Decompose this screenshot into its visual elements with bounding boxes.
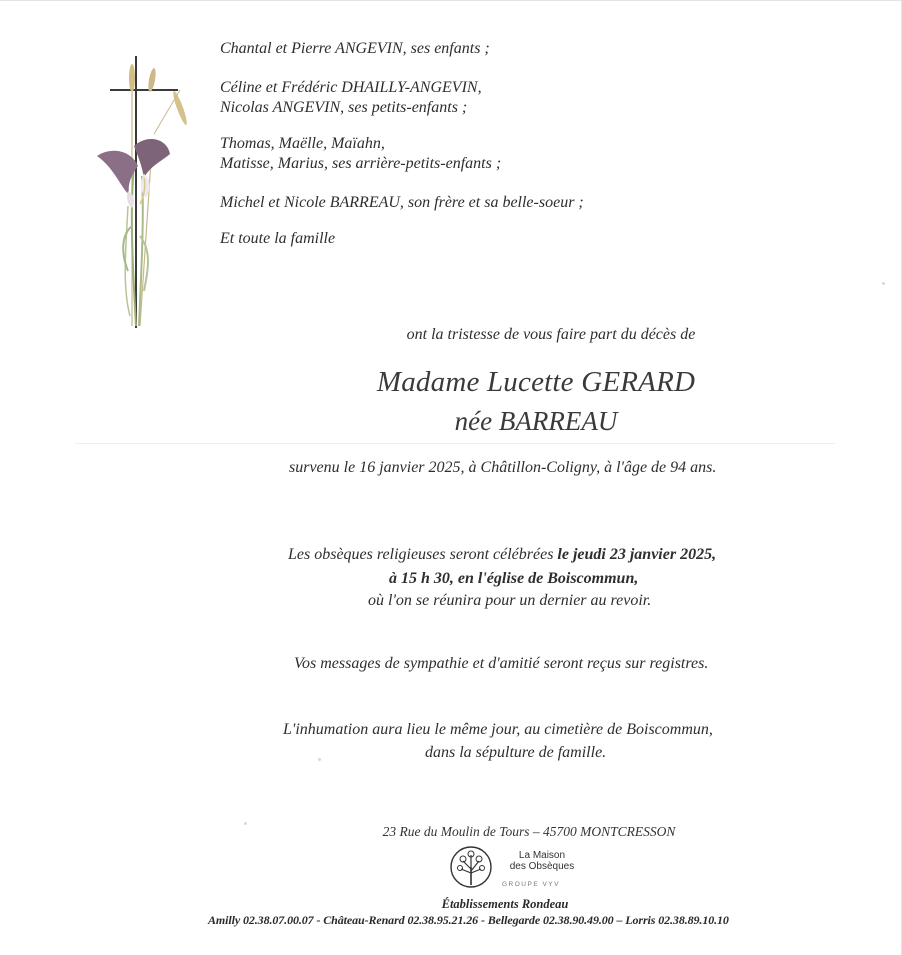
deceased-name: Madame Lucette GERARD [376, 366, 696, 398]
funeral-time-place: à 15 h 30, en l'église de Boiscommun, [389, 570, 639, 587]
logo-label [507, 850, 577, 872]
funeral-line-3: où l'on se réunira pour un dernier au revoir. [368, 592, 652, 609]
tree-logo-icon [449, 845, 497, 893]
speck [318, 758, 321, 761]
separator-line [75, 443, 835, 444]
family-line-great-grandchildren-2: Matisse, Marius, ses arrière-petits-enfants ; [220, 155, 502, 172]
burial-line-2: dans la sépulture de famille. [425, 744, 607, 761]
family-line-siblings: Michel et Nicole BARREAU, son frère et sa belle-soeur ; [220, 194, 584, 211]
phone-numbers: Amilly 02.38.07.00.07 - Château-Renard 02.38.95.21.26 - Bellegarde 02.38.90.49.00 – Lorris 02.38.89.10.10 [208, 913, 729, 927]
establishment-name: Établissements Rondeau [441, 897, 569, 911]
cross-lily-illustration [92, 56, 192, 331]
logo-group-label: GROUPE VYV [502, 881, 560, 888]
family-line-grandchildren-1: Céline et Frédéric DHAILLY-ANGEVIN, [220, 79, 482, 96]
family-line-great-grandchildren-1: Thomas, Maëlle, Maïahn, [220, 135, 385, 152]
logo-line-2: des Obsèques [509, 861, 575, 872]
deceased-maiden-name: née BARREAU [454, 406, 618, 436]
logo-line-1: La Maison [518, 850, 566, 861]
family-line-rest: Et toute la famille [220, 230, 336, 247]
speck [244, 822, 247, 825]
messages-note: Vos messages de sympathie et d'amitié seront reçus sur registres. [294, 655, 709, 672]
death-details: survenu le 16 janvier 2025, à Châtillon-Coligny, à l'âge de 94 ans. [289, 459, 717, 476]
funeral-home-address: 23 Rue du Moulin de Tours – 45700 MONTCRESSON [382, 824, 676, 839]
funeral-home-logo [449, 845, 579, 893]
family-line-children: Chantal et Pierre ANGEVIN, ses enfants ; [220, 40, 490, 57]
funeral-date: le jeudi 23 janvier 2025, [557, 546, 717, 563]
announcement-intro: ont la tristesse de vous faire part du décès de [406, 326, 696, 343]
burial-line-1: L'inhumation aura lieu le même jour, au cimetière de Boiscommun, [283, 721, 713, 738]
funeral-line-1 [288, 543, 716, 567]
speck [882, 282, 885, 285]
funeral-line-1-text: Les obsèques religieuses seront célébrées [288, 546, 558, 563]
family-line-grandchildren-2: Nicolas ANGEVIN, ses petits-enfants ; [220, 99, 468, 116]
